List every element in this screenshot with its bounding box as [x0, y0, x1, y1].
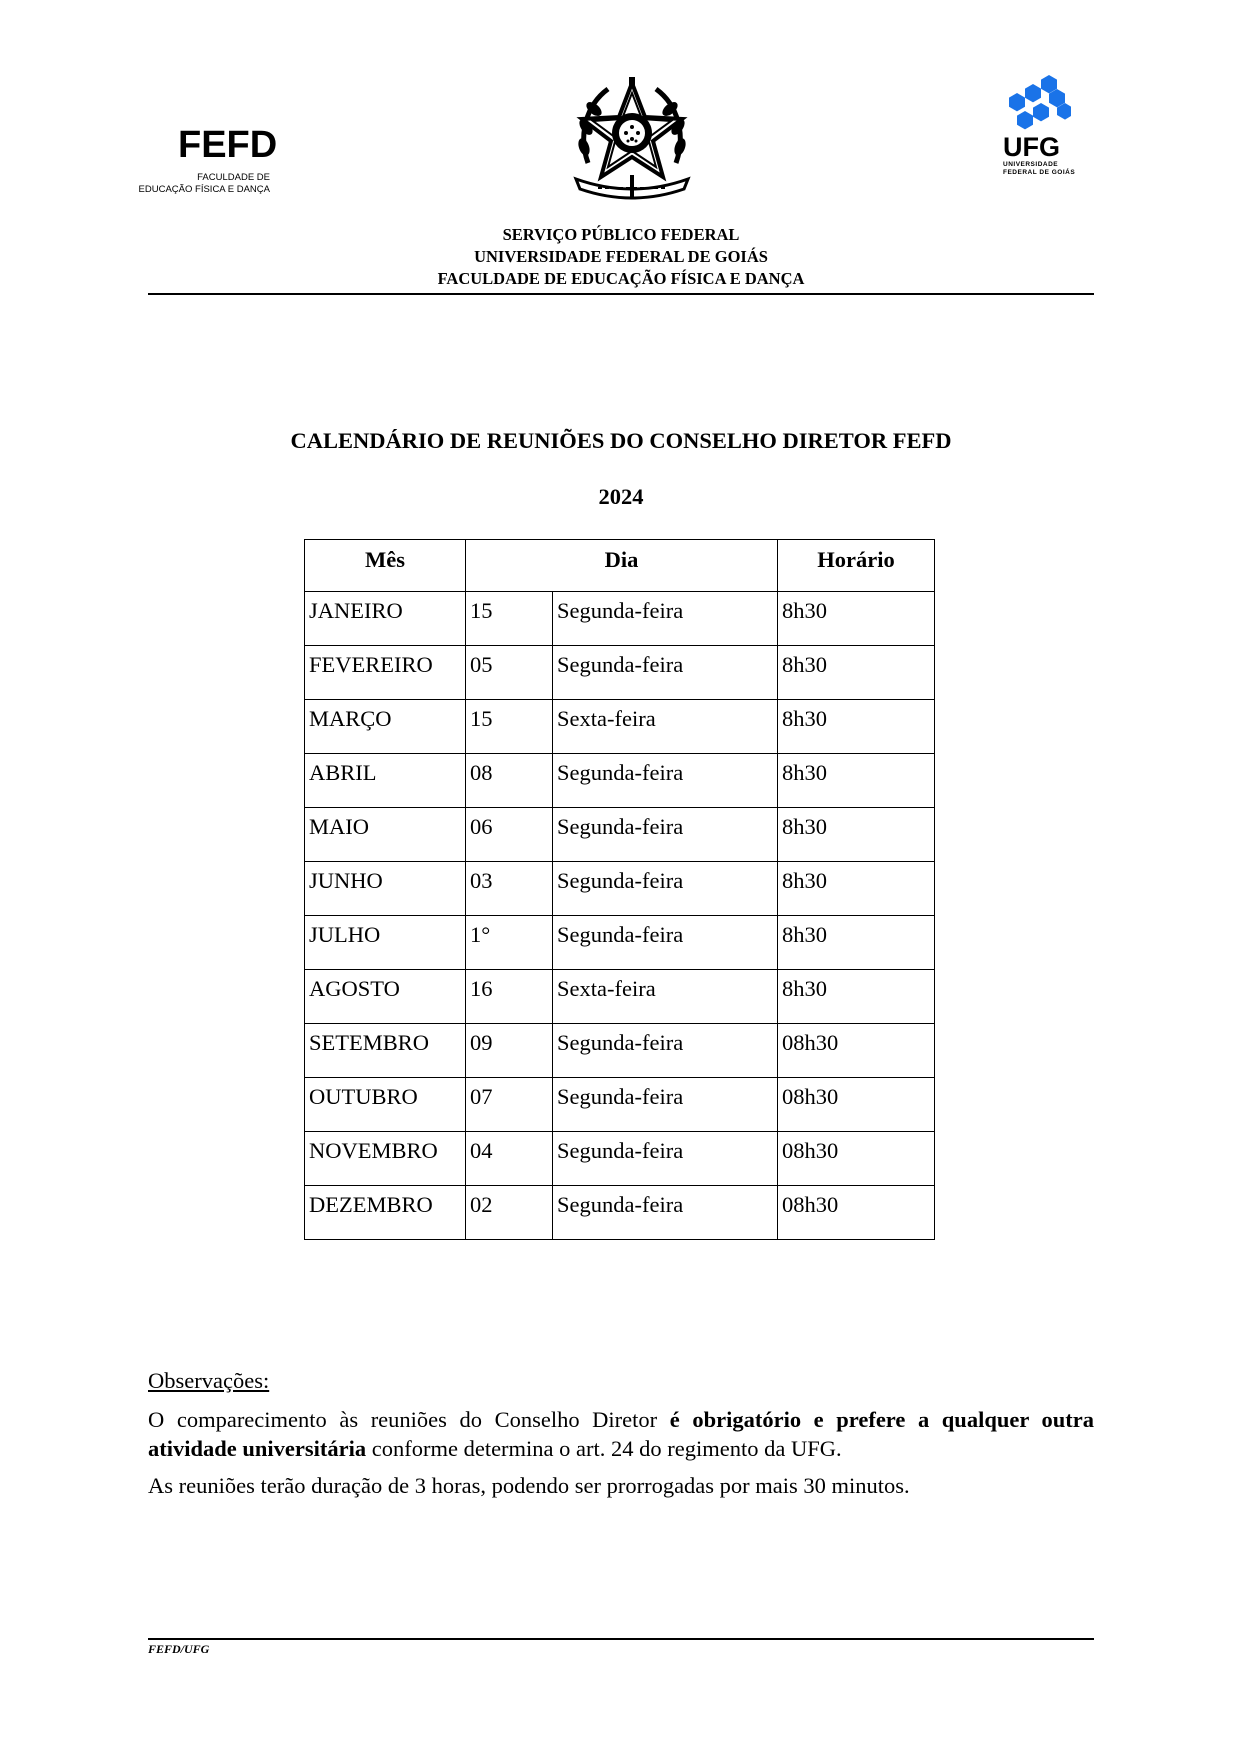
- cell-weekday: Sexta-feira: [553, 700, 778, 754]
- table-row: [305, 754, 935, 808]
- table-row: [305, 808, 935, 862]
- cell-month: AGOSTO: [305, 970, 466, 1024]
- cell-weekday: Segunda-feira: [553, 592, 778, 646]
- fefd-logo: [138, 126, 288, 196]
- cell-day: 06: [466, 808, 553, 862]
- cell-month: SETEMBRO: [305, 1024, 466, 1078]
- observations-heading: Observações:: [148, 1368, 270, 1393]
- cell-time: 8h30: [778, 970, 935, 1024]
- ufg-logo-subtitle: UNIVERSIDADE FEDERAL DE GOIÁS: [1003, 161, 1076, 176]
- meeting-calendar-table: [304, 539, 935, 1240]
- document-year: 2024: [598, 484, 644, 509]
- fefd-logo-abbr: FEFD: [178, 124, 278, 166]
- cell-month: JULHO: [305, 916, 466, 970]
- table-row: [305, 862, 935, 916]
- cell-weekday: Segunda-feira: [553, 1186, 778, 1240]
- cell-weekday: Segunda-feira: [553, 1024, 778, 1078]
- cell-month: MAIO: [305, 808, 466, 862]
- cell-time: 08h30: [778, 1078, 935, 1132]
- header-day: Dia: [466, 540, 778, 592]
- cell-month: NOVEMBRO: [305, 1132, 466, 1186]
- cell-day: 15: [466, 592, 553, 646]
- cell-month: JANEIRO: [305, 592, 466, 646]
- fefd-logo-subtitle: FACULDADE DE EDUCAÇÃO FÍSICA E DANÇA: [138, 172, 270, 195]
- table-row: [305, 1186, 935, 1240]
- cell-day: 05: [466, 646, 553, 700]
- cell-weekday: Segunda-feira: [553, 754, 778, 808]
- cell-time: 8h30: [778, 916, 935, 970]
- footer-text: FEFD/UFG: [148, 1642, 210, 1656]
- table-row: [305, 1132, 935, 1186]
- table-row: [305, 700, 935, 754]
- cell-time: 8h30: [778, 808, 935, 862]
- cell-day: 08: [466, 754, 553, 808]
- cell-time: 8h30: [778, 862, 935, 916]
- table-row: [305, 970, 935, 1024]
- cell-day: 04: [466, 1132, 553, 1186]
- header-divider: [148, 293, 1094, 295]
- cell-day: 02: [466, 1186, 553, 1240]
- cell-month: FEVEREIRO: [305, 646, 466, 700]
- observations-section: [148, 1366, 1094, 1508]
- cell-month: MARÇO: [305, 700, 466, 754]
- cell-weekday: Segunda-feira: [553, 646, 778, 700]
- observation-duration: As reuniões terão duração de 3 horas, podendo ser prorrogadas por mais 30 minutos.: [148, 1473, 910, 1498]
- table-row: [305, 1078, 935, 1132]
- cell-month: ABRIL: [305, 754, 466, 808]
- institution-line: UNIVERSIDADE FEDERAL DE GOIÁS: [474, 247, 768, 266]
- table-row: [305, 1024, 935, 1078]
- cell-weekday: Sexta-feira: [553, 970, 778, 1024]
- table-header-row: [305, 540, 935, 592]
- cell-time: 08h30: [778, 1132, 935, 1186]
- cell-weekday: Segunda-feira: [553, 808, 778, 862]
- institution-line: SERVIÇO PÚBLICO FEDERAL: [502, 225, 740, 244]
- cell-month: JUNHO: [305, 862, 466, 916]
- cell-day: 15: [466, 700, 553, 754]
- ufg-logo: [1003, 75, 1093, 177]
- cell-day: 07: [466, 1078, 553, 1132]
- institution-heading: [148, 224, 1094, 290]
- cell-day: 09: [466, 1024, 553, 1078]
- table-row: [305, 592, 935, 646]
- cell-time: 8h30: [778, 754, 935, 808]
- ufg-hexagons-icon: [1005, 75, 1071, 131]
- header-time: Horário: [778, 540, 935, 592]
- cell-month: OUTUBRO: [305, 1078, 466, 1132]
- ufg-logo-abbr: UFG: [1003, 132, 1060, 162]
- document-title: CALENDÁRIO DE REUNIÕES DO CONSELHO DIRETOR FEFD: [290, 428, 952, 453]
- cell-day: 1°: [466, 916, 553, 970]
- cell-weekday: Segunda-feira: [553, 1132, 778, 1186]
- cell-time: 08h30: [778, 1186, 935, 1240]
- table-row: [305, 916, 935, 970]
- observation-emphasis: é obrigatório e prefere a qualquer outra atividade universitária: [148, 1407, 1095, 1461]
- cell-weekday: Segunda-feira: [553, 1078, 778, 1132]
- cell-day: 16: [466, 970, 553, 1024]
- cell-time: 8h30: [778, 646, 935, 700]
- cell-month: DEZEMBRO: [305, 1186, 466, 1240]
- cell-time: 8h30: [778, 700, 935, 754]
- footer-divider: [148, 1638, 1094, 1640]
- institution-line: FACULDADE DE EDUCAÇÃO FÍSICA E DANÇA: [437, 269, 805, 288]
- cell-time: 8h30: [778, 592, 935, 646]
- cell-weekday: Segunda-feira: [553, 862, 778, 916]
- cell-weekday: Segunda-feira: [553, 916, 778, 970]
- table-row: [305, 646, 935, 700]
- cell-day: 03: [466, 862, 553, 916]
- header-month: Mês: [305, 540, 466, 592]
- coat-of-arms-emblem: [568, 75, 696, 205]
- cell-time: 08h30: [778, 1024, 935, 1078]
- observation-attendance: O comparecimento às reuniões do Conselho Diretor é obrigatório e prefere a qualquer outra atividade universitária conforme determina o art. 24 do regimento da UFG.: [148, 1407, 1095, 1461]
